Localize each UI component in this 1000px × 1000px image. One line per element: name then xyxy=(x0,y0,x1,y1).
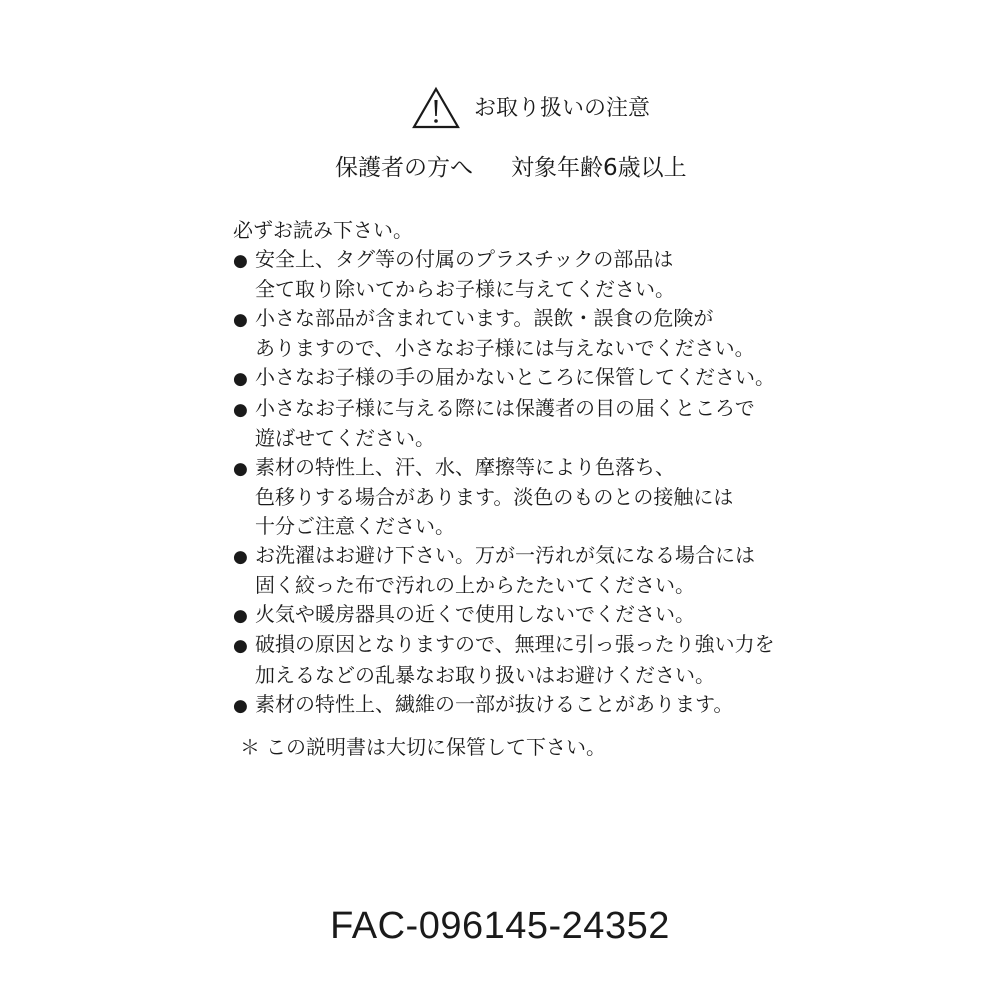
footnote-text: この説明書は大切に保管して下さい。 xyxy=(266,735,606,759)
header xyxy=(0,86,1000,136)
subtitle xyxy=(335,152,687,184)
precaution-item xyxy=(233,541,813,600)
bullet-icon: ● xyxy=(233,458,248,479)
item-text: 十分ご注意ください。 xyxy=(255,513,455,538)
item-text: 加えるなどの乱暴なお取り扱いはお避けください。 xyxy=(255,662,715,687)
precaution-item xyxy=(233,245,813,304)
precaution-item xyxy=(233,600,813,631)
precautions xyxy=(233,216,813,720)
item-text: 破損の原因となりますので、無理に引っ張ったり強い力を xyxy=(255,632,775,657)
bullet-icon: ● xyxy=(233,368,248,389)
intro-text: 必ずお読み下さい。 xyxy=(233,218,413,242)
item-text: 小さなお子様に与える際には保護者の目の届くところで xyxy=(255,395,755,420)
warning-title: お取り扱いの注意 xyxy=(474,96,651,121)
asterisk-icon: ＊ xyxy=(240,735,260,759)
item-text: 遊ばせてください。 xyxy=(255,426,435,451)
item-text: 固く絞った布で汚れの上からたたいてください。 xyxy=(255,573,695,598)
bullet-icon: ● xyxy=(233,636,248,657)
item-text: 全て取り除いてからお子様に与えてください。 xyxy=(255,277,675,302)
precaution-item xyxy=(233,630,813,689)
warning-triangle-icon xyxy=(411,86,461,130)
precaution-item xyxy=(233,690,813,721)
bullet-icon: ● xyxy=(233,309,248,330)
bullet-icon: ● xyxy=(233,695,248,716)
item-text: 小さなお子様の手の届かないところに保管してください。 xyxy=(255,364,775,389)
bullet-icon: ● xyxy=(233,546,248,567)
item-text: ありますので、小さなお子様には与えないでください。 xyxy=(255,336,755,361)
bullet-icon: ● xyxy=(233,605,248,626)
item-text: お洗濯はお避け下さい。万が一汚れが気になる場合には xyxy=(255,542,755,567)
item-text: 色移りする場合があります。淡色のものとの接触には xyxy=(255,485,734,510)
precaution-item xyxy=(233,394,813,453)
item-text: 火気や暖房器具の近くで使用しないでください。 xyxy=(255,601,695,626)
precaution-item xyxy=(233,453,813,541)
footnote xyxy=(240,733,606,761)
precaution-item xyxy=(233,304,813,363)
audience-label: 保護者の方へ xyxy=(335,155,473,181)
bullet-icon: ● xyxy=(233,250,248,271)
item-text: 小さな部品が含まれています。誤飲・誤食の危険が xyxy=(255,305,714,330)
precaution-item xyxy=(233,363,813,394)
product-code: FAC-096145-24352 xyxy=(330,905,670,947)
bullet-icon: ● xyxy=(233,399,248,420)
item-text: 素材の特性上、繊維の一部が抜けることがあります。 xyxy=(255,691,734,716)
item-text: 安全上、タグ等の付属のプラスチックの部品は xyxy=(255,246,674,271)
item-text: 素材の特性上、汗、水、摩擦等により色落ち、 xyxy=(255,454,675,479)
age-label: 対象年齢6歳以上 xyxy=(511,155,687,181)
